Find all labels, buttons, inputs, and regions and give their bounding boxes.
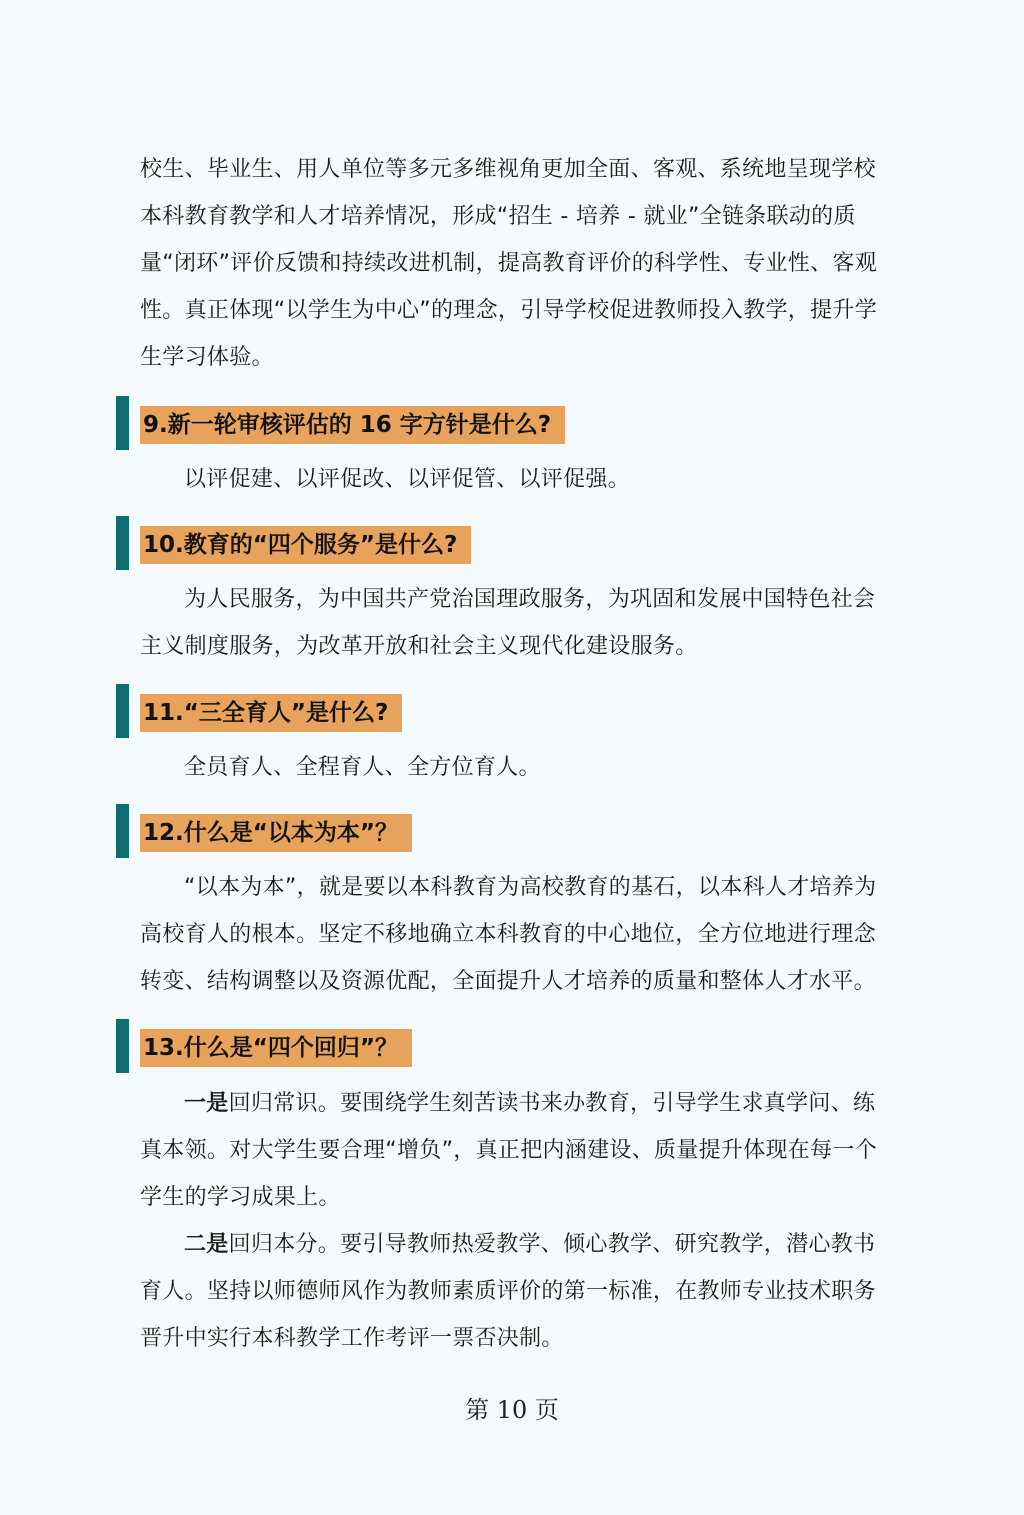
heading-accent-bar: [116, 804, 129, 858]
item-text: 回归本分。要引导教师热爱教学、倾心教学、研究教学，潜心教书育人。坚持以师德师风作为教师素质评价的第一标准，在教师专业技术职务晋升中实行本科教学工作考评一票否决制。: [140, 1232, 876, 1351]
section-11-paragraph: 全员育人、全程育人、全方位育人。: [184, 755, 541, 780]
heading-accent-bar: [116, 684, 129, 738]
section-12-paragraph: “以本为本”，就是要以本科教育为高校教育的基石，以本科人才培养为高校育人的根本。坚定不移地确立本科教育的中心地位，全方位地进行理念转变、结构调整以及资源优配，全面提升人才培养的质量和整体人才水平。: [140, 875, 877, 994]
heading-label: 13.什么是“四个回归”？: [140, 1029, 412, 1067]
continuation-paragraph: 校生、毕业生、用人单位等多元多维视角更加全面、客观、系统地呈现学校本科教育教学和人才培养情况，形成“招生 - 培养 - 就业”全链条联动的质量“闭环”评价反馈和持续改进机制，提高教育评价的科学性、专业性、客观性。真正体现“以学生为中心”的理念，引导学校促进教师投入教学，提升学生学习体验。: [140, 157, 877, 370]
heading-label: 9.新一轮审核评估的 16 字方针是什么?: [140, 406, 565, 444]
heading-label: 12.什么是“以本为本”？: [140, 814, 412, 852]
heading-label: 11.“三全育人”是什么?: [140, 694, 402, 732]
item-lead: 一是: [184, 1091, 229, 1116]
section-9-paragraph: 以评促建、以评促改、以评促管、以评促强。: [184, 467, 631, 492]
page-number-footer: 第 10 页: [465, 1396, 559, 1424]
item-text: 回归常识。要围绕学生刻苦读书来办教育，引导学生求真学问、练真本领。对大学生要合理“增负”，真正把内涵建设、质量提升体现在每一个学生的学习成果上。: [140, 1091, 877, 1210]
heading-accent-bar: [116, 1019, 129, 1073]
section-13-item-2: [140, 1221, 888, 1362]
section-10-paragraph: 为人民服务，为中国共产党治国理政服务，为巩固和发展中国特色社会主义制度服务，为改革开放和社会主义现代化建设服务。: [140, 587, 876, 659]
section-13-item-1: [140, 1080, 888, 1221]
item-lead: 二是: [184, 1232, 229, 1257]
heading-accent-bar: [116, 396, 129, 450]
heading-accent-bar: [116, 516, 129, 570]
heading-label: 10.教育的“四个服务”是什么?: [140, 526, 471, 564]
